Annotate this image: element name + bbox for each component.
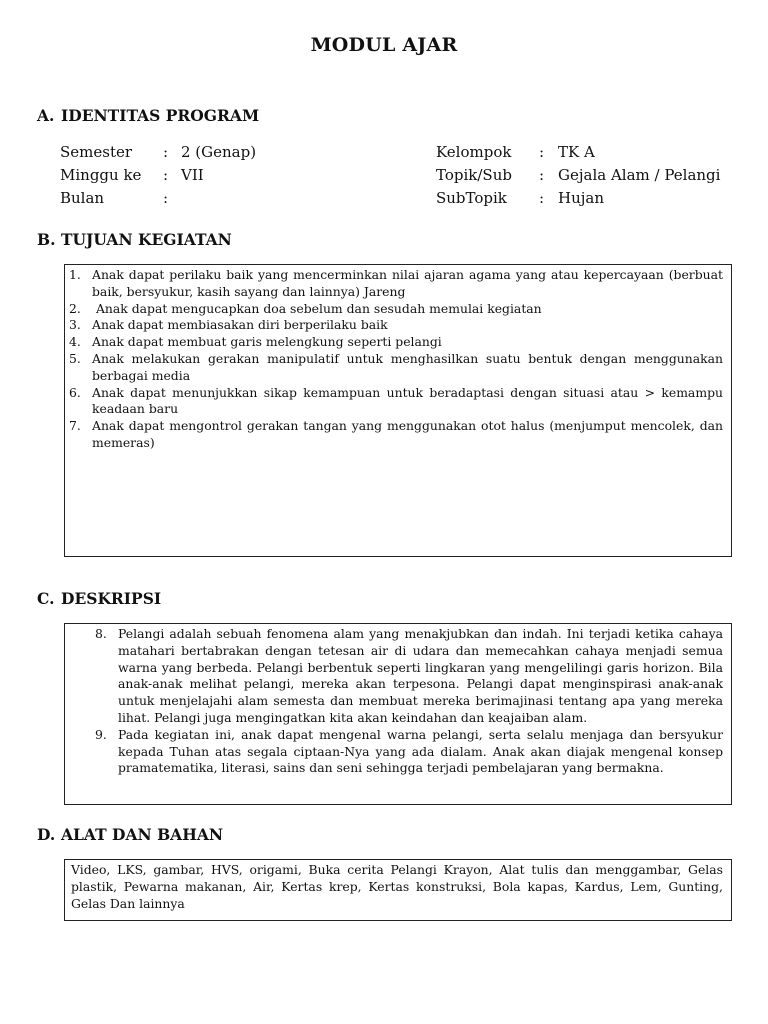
identity-value: TK A — [558, 143, 595, 161]
identity-row-minggu — [60, 164, 256, 187]
list-item — [69, 301, 723, 318]
list-text: Anak melakukan gerakan manipulatif untuk menghasilkan suatu bentuk dengan menggunakan berbagai media — [92, 350, 723, 383]
section-b-letter: B. — [37, 230, 56, 249]
identity-separator: : — [539, 143, 545, 161]
list-number: 7. — [69, 418, 81, 434]
list-number: 8. — [95, 626, 107, 641]
section-c-letter: C. — [37, 589, 55, 608]
list-text: Anak dapat membuat garis melengkung seperti pelangi — [92, 334, 442, 350]
list-number: 2. — [69, 300, 81, 316]
list-number: 5. — [69, 350, 81, 366]
list-text: Anak dapat mengontrol gerakan tangan yang menggunakan otot halus (menjumput mencolek, dan memeras) — [92, 418, 723, 450]
list-number: 3. — [69, 317, 81, 333]
list-item — [69, 317, 723, 334]
section-c-title: DESKRIPSI — [61, 589, 162, 608]
section-a-heading — [37, 106, 259, 125]
identity-separator: : — [539, 189, 545, 207]
list-item — [69, 334, 723, 351]
identity-row-topik — [436, 164, 720, 187]
identity-label: SubTopik — [436, 189, 507, 207]
identity-label: Kelompok — [436, 143, 512, 161]
identity-label: Topik/Sub — [436, 166, 512, 184]
tools-box — [64, 859, 732, 921]
list-number: 4. — [69, 334, 81, 350]
document-title: MODUL AJAR — [310, 34, 458, 56]
identity-label: Semester — [60, 143, 133, 161]
list-text: Anak dapat membiasakan diri berperilaku baik — [92, 317, 388, 333]
tools-text: Video, LKS, gambar, HVS, origami, Buka cerita Pelangi Krayon, Alat tulis dan menggambar, Gelas plastik, Pewarna makanan, Air, Kertas krep, Kertas konstruksi, Bola kapas, Kardus, Lem, Gunting, Gelas Dan lainnya — [71, 862, 723, 911]
identity-right-column — [436, 141, 720, 210]
list-number: 6. — [69, 384, 81, 400]
list-item — [69, 418, 723, 452]
list-item — [69, 385, 723, 419]
identity-label: Minggu ke — [60, 166, 142, 184]
list-number: 1. — [69, 267, 81, 282]
section-c-heading — [37, 589, 161, 608]
description-box — [64, 623, 732, 805]
section-d-heading — [37, 825, 223, 844]
list-text: Pada kegiatan ini, anak dapat mengenal warna pelangi, serta selalu menjaga dan bersyukur kepada Tuhan atas segala ciptaan-Nya yang ada dialam. Anak akan diajak mengenal konsep pramatematika, literasi, sains dan seni sehingga terjadi pembelajaran yang bermakna. — [118, 726, 723, 776]
section-b-heading — [37, 230, 232, 249]
identity-row-subtopik — [436, 187, 720, 210]
identity-label: Bulan — [60, 189, 105, 207]
list-item — [69, 351, 723, 385]
identity-separator: : — [539, 166, 545, 184]
identity-row-kelompok — [436, 141, 720, 164]
goals-box — [64, 264, 732, 557]
identity-left-column — [60, 141, 256, 210]
identity-row-semester — [60, 141, 256, 164]
list-text: Anak dapat mengucapkan doa sebelum dan sesudah memulai kegiatan — [92, 300, 542, 316]
identity-value: Gejala Alam / Pelangi — [558, 166, 721, 184]
identity-separator: : — [163, 166, 169, 184]
section-d-letter: D. — [37, 825, 56, 844]
identity-value: VII — [181, 166, 204, 184]
description-list — [95, 626, 723, 777]
identity-row-bulan — [60, 187, 256, 210]
identity-separator: : — [163, 189, 169, 207]
list-text: Pelangi adalah sebuah fenomena alam yang menakjubkan dan indah. Ini terjadi ketika cahaya matahari bertabrakan dengan tetesan air di udara dan memecahkan cahaya menjadi semua warna yang berbeda. Pelangi berbentuk seperti lingkaran yang mengelilingi garis horizon. Bila anak-anak melihat pelangi, mereka akan terpesona. Pelangi dapat menginspirasi anak-anak untuk menjelajahi alam semesta dan membuat mereka berimajinasi tentang apa yang mereka lihat. Pelangi juga mengingatkan kita akan keindahan dan keajaiban alam. — [118, 626, 723, 725]
identity-value: Hujan — [558, 189, 604, 207]
identity-separator: : — [163, 143, 169, 161]
list-text: Anak dapat perilaku baik yang mencerminkan nilai ajaran agama yang atau kepercayaan (berbuat baik, bersyukur, kasih sayang dan lainnya) Jareng — [92, 267, 723, 299]
list-item — [95, 727, 723, 777]
section-b-title: TUJUAN KEGIATAN — [61, 230, 232, 249]
list-item — [69, 267, 723, 301]
list-number: 9. — [95, 726, 107, 742]
list-item — [95, 626, 723, 727]
identity-value: 2 (Genap) — [181, 143, 257, 161]
section-a-letter: A. — [37, 106, 55, 125]
goals-list — [69, 267, 723, 452]
section-a-title: IDENTITAS PROGRAM — [61, 106, 260, 125]
list-text: Anak dapat menunjukkan sikap kemampuan untuk beradaptasi dengan situasi atau > kemampu keadaan baru — [92, 384, 723, 417]
section-d-title: ALAT DAN BAHAN — [61, 825, 224, 844]
